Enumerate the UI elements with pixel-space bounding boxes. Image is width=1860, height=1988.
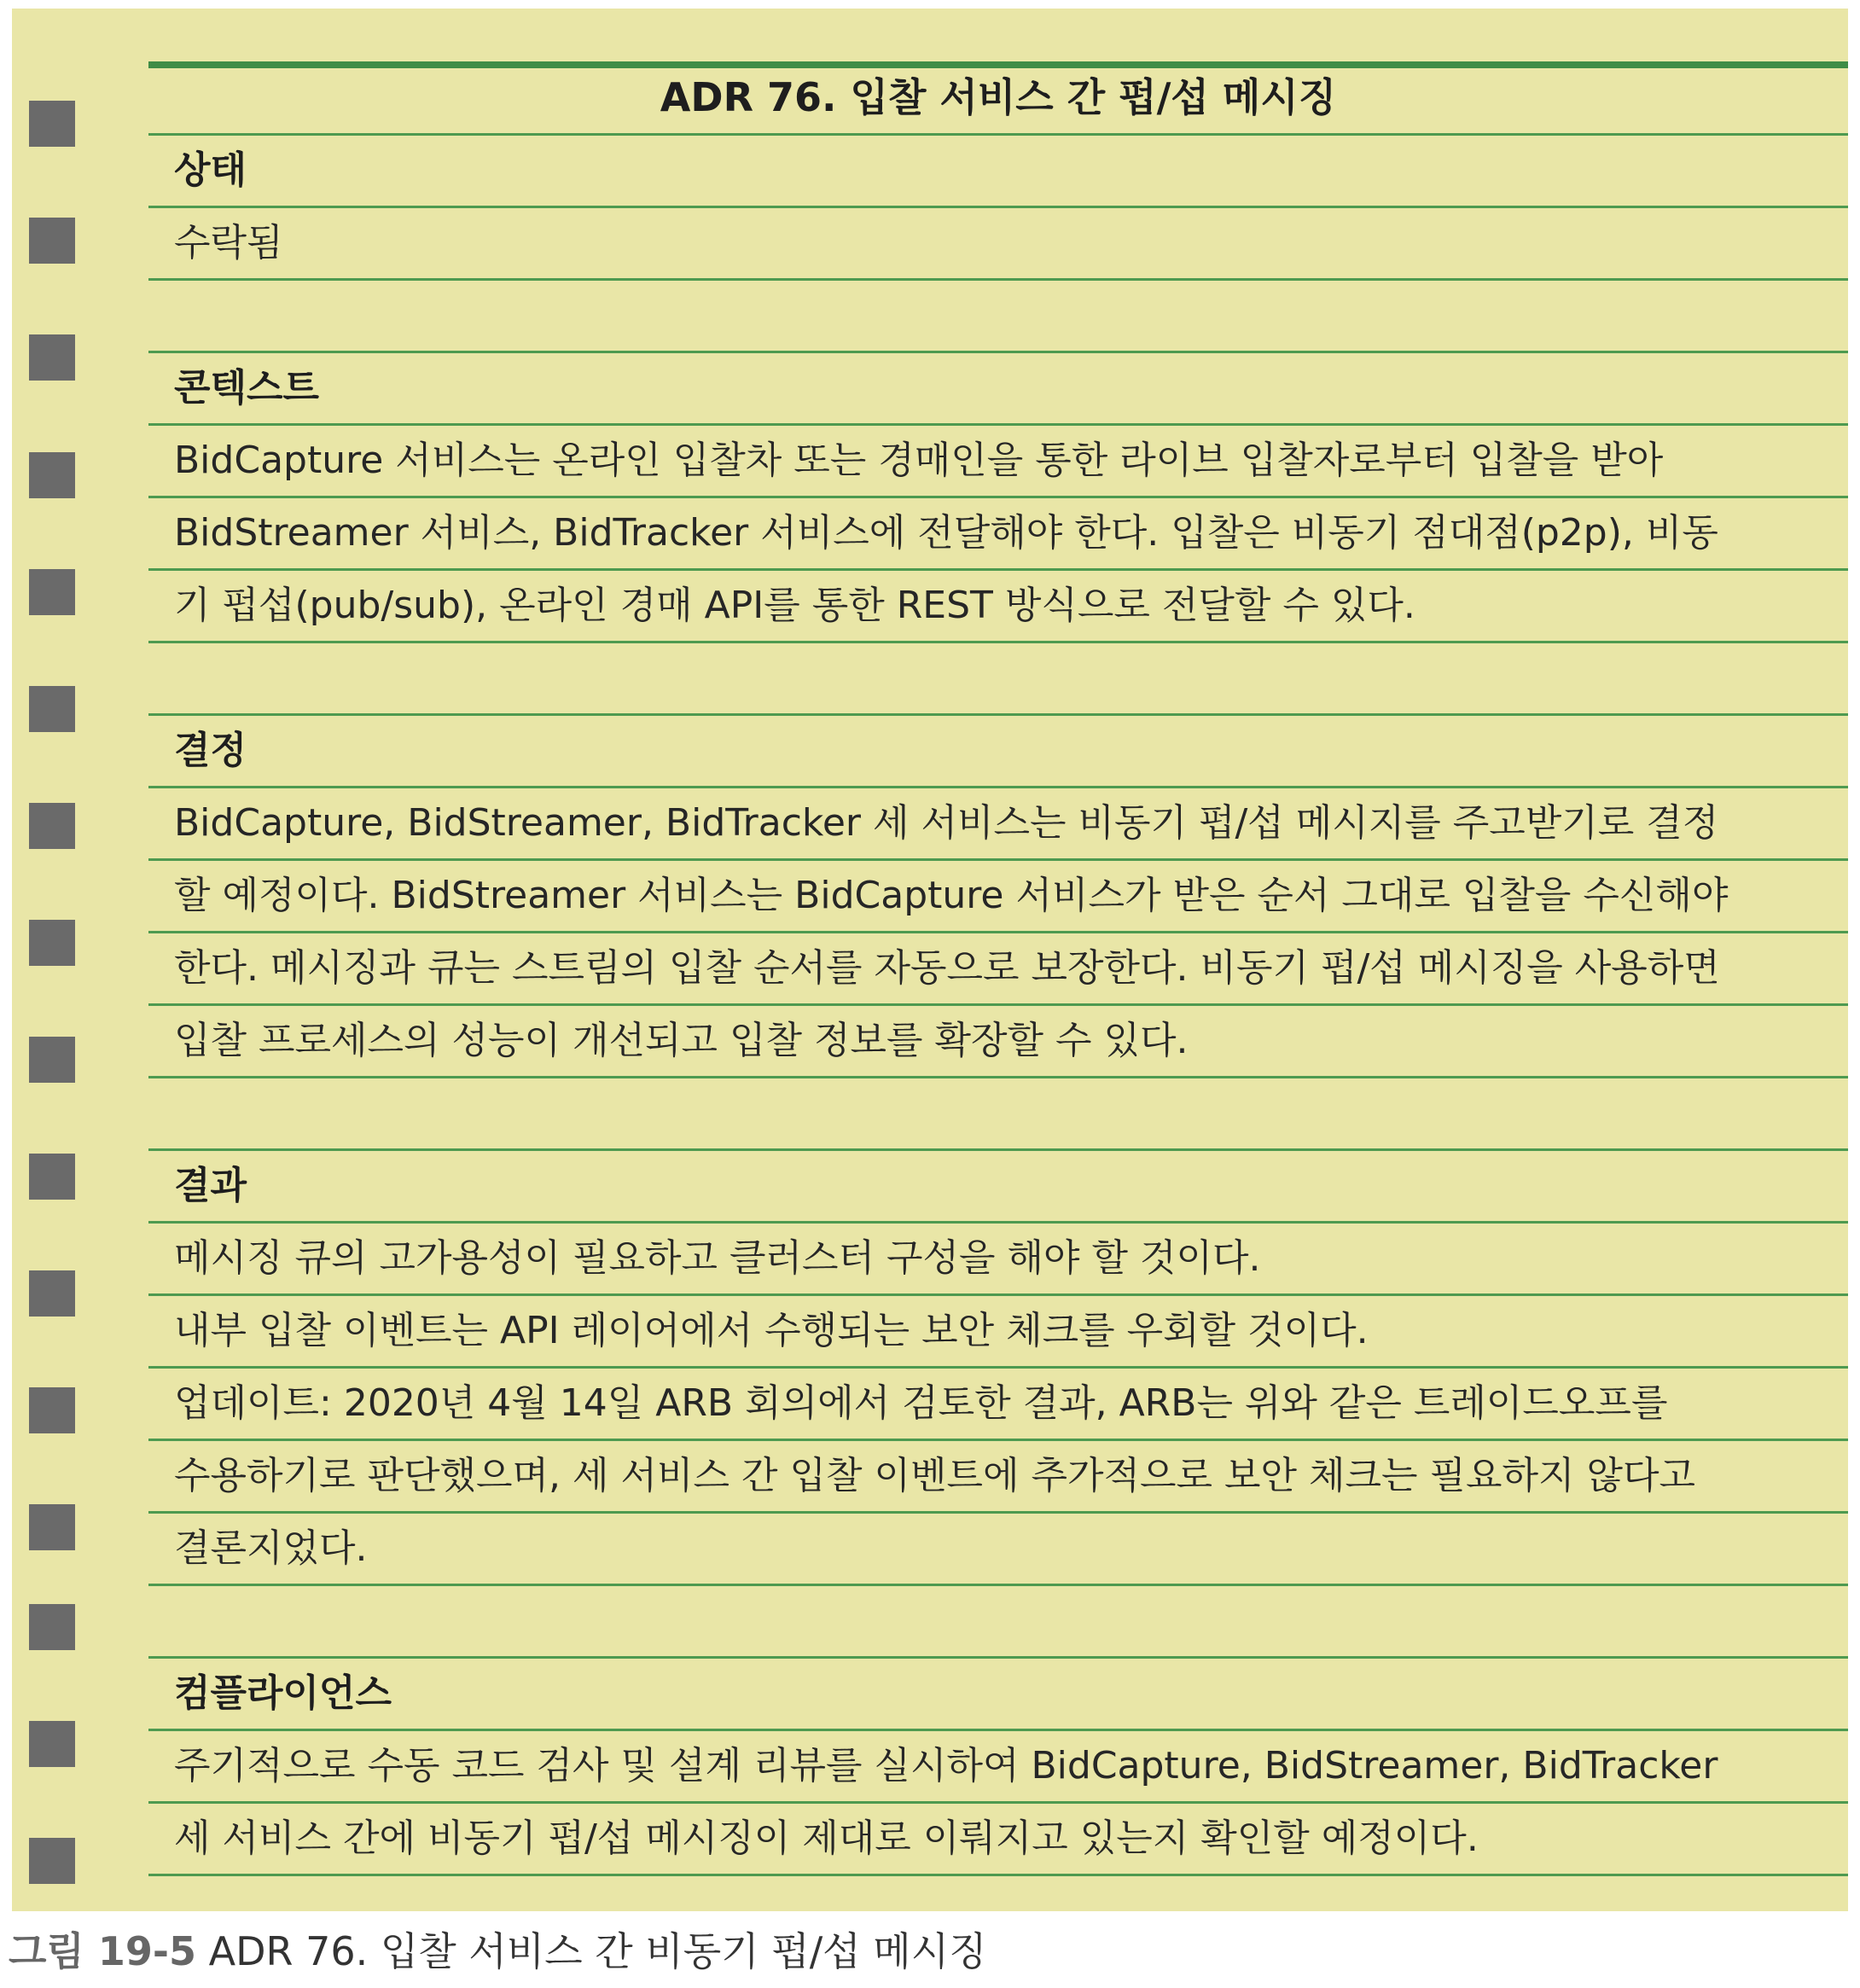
consequences-line: 업데이트: 2020년 4월 14일 ARB 회의에서 검토한 결과, ARB는 위와 같은 트레이드오프를 <box>174 1381 1668 1425</box>
consequences-line: 결론지었다. <box>174 1526 368 1570</box>
context-line: BidCapture 서비스는 온라인 입찰차 또는 경매인을 통한 라이브 입찰자로부터 입찰을 받아 <box>174 439 1664 482</box>
compliance-heading: 컴플라이언스 <box>174 1671 392 1715</box>
binder-hole <box>29 686 75 732</box>
binder-hole <box>29 1504 75 1550</box>
decision-line: 입찰 프로세스의 성능이 개선되고 입찰 정보를 확장할 수 있다. <box>174 1019 1189 1062</box>
decision-line: 할 예정이다. BidStreamer 서비스는 BidCapture 서비스가 받은 순서 그대로 입찰을 수신해야 <box>174 874 1729 917</box>
binder-hole <box>29 1154 75 1200</box>
binder-hole <box>29 1387 75 1433</box>
adr-title: ADR 76. 입찰 서비스 간 펍/섭 메시징 <box>660 74 1337 120</box>
context-line: BidStreamer 서비스, BidTracker 서비스에 전달해야 한다. 입찰은 비동기 점대점(p2p), 비동 <box>174 511 1718 555</box>
binder-hole <box>29 218 75 264</box>
notepad-sheet <box>12 9 1848 1911</box>
consequences-line: 메시징 큐의 고가용성이 필요하고 클러스터 구성을 해야 할 것이다. <box>174 1236 1261 1280</box>
binder-hole <box>29 334 75 381</box>
binder-hole <box>29 1270 75 1317</box>
binder-hole <box>29 1604 75 1650</box>
figure-label: 그림 19-5 <box>9 1928 196 1974</box>
binder-hole <box>29 1838 75 1884</box>
compliance-line: 세 서비스 간에 비동기 펍/섭 메시징이 제대로 이뤄지고 있는지 확인할 예정이다. <box>174 1817 1479 1860</box>
figure-caption <box>9 1921 987 1981</box>
figure-caption-text: ADR 76. 입찰 서비스 간 비동기 펍/섭 메시징 <box>196 1928 987 1974</box>
context-line: 기 펍섭(pub/sub), 온라인 경매 API를 통한 REST 방식으로 전달할 수 있다. <box>174 584 1415 627</box>
decision-line: 한다. 메시징과 큐는 스트림의 입찰 순서를 자동으로 보장한다. 비동기 펍/섭 메시징을 사용하면 <box>174 946 1720 990</box>
status-text: 수락됨 <box>174 221 283 264</box>
binder-hole <box>29 1721 75 1767</box>
consequences-line: 내부 입찰 이벤트는 API 레이어에서 수행되는 보안 체크를 우회할 것이다. <box>174 1309 1369 1352</box>
binder-hole <box>29 920 75 966</box>
consequences-line: 수용하기로 판단했으며, 세 서비스 간 입찰 이벤트에 추가적으로 보안 체크는 필요하지 않다고 <box>174 1454 1695 1497</box>
status-heading: 상태 <box>174 148 247 192</box>
context-heading: 콘텍스트 <box>174 366 320 410</box>
compliance-line: 주기적으로 수동 코드 검사 및 설계 리뷰를 실시하여 BidCapture, BidStreamer, BidTracker <box>174 1744 1718 1787</box>
binder-hole <box>29 803 75 849</box>
binder-hole <box>29 452 75 498</box>
decision-line: BidCapture, BidStreamer, BidTracker 세 서비스는 비동기 펍/섭 메시지를 주고받기로 결정 <box>174 801 1719 845</box>
consequences-heading: 결과 <box>174 1164 247 1207</box>
decision-heading: 결정 <box>174 729 247 772</box>
binder-hole <box>29 569 75 615</box>
binder-hole <box>29 1037 75 1083</box>
binder-hole <box>29 101 75 147</box>
